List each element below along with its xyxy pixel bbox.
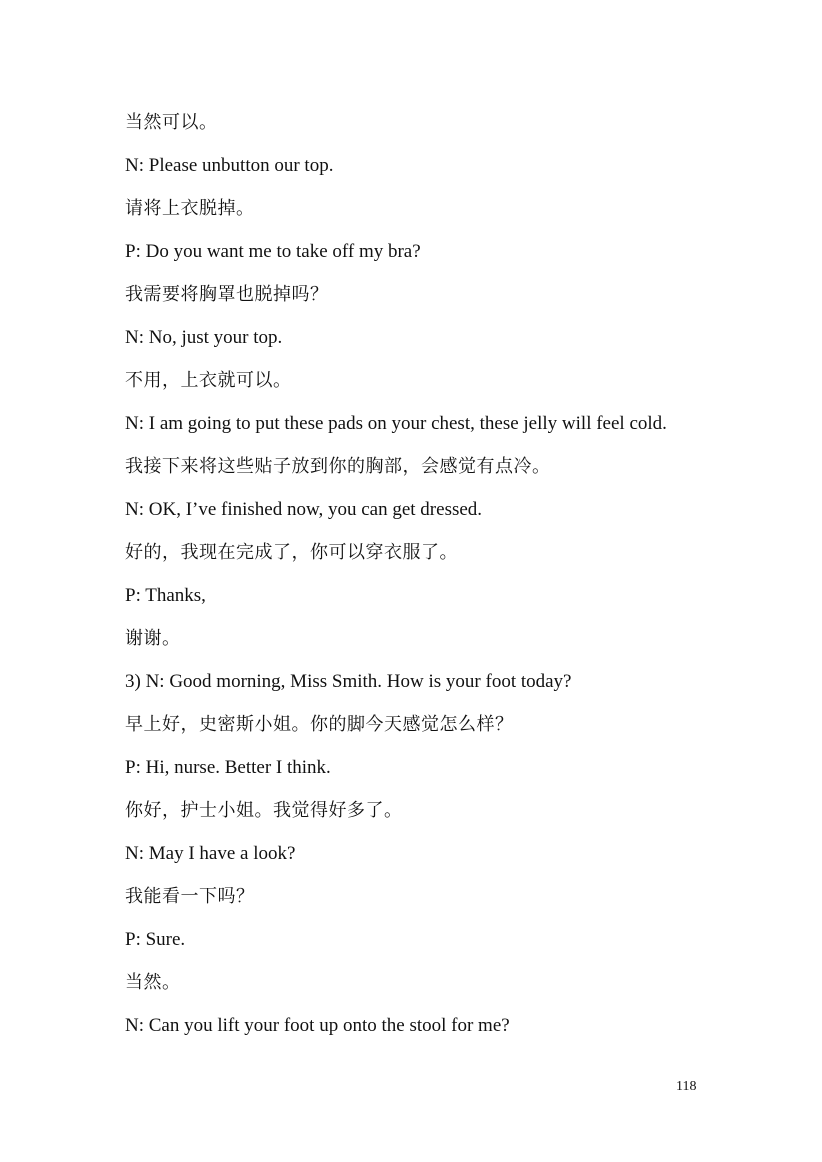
page-number: 118 [676, 1079, 697, 1094]
dialogue-line: 不用，上衣就可以。 [125, 370, 292, 391]
dialogue-line: 当然可以。 [125, 112, 218, 133]
dialogue-line: 请将上衣脱掉。 [125, 198, 255, 219]
dialogue-line: 早上好，史密斯小姐。你的脚今天感觉怎么样？ [125, 714, 514, 735]
dialogue-line: P: Thanks, [125, 585, 206, 606]
dialogue-line: N: OK, I’ve finished now, you can get dressed. [125, 499, 483, 520]
dialogue-line: P: Sure. [125, 929, 186, 950]
dialogue-line: 3) N: Good morning, Miss Smith. How is your foot today? [125, 671, 572, 692]
dialogue-line: P: Hi, nurse. Better I think. [125, 757, 331, 778]
dialogue-line: 当然。 [125, 972, 181, 993]
dialogue-line: 好的，我现在完成了，你可以穿衣服了。 [125, 542, 458, 563]
dialogue-line: N: Can you lift your foot up onto the stool for me? [125, 1015, 510, 1036]
dialogue-line: 我接下来将这些贴子放到你的胸部，会感觉有点冷。 [125, 456, 551, 477]
dialogue-line: N: Please unbutton our top. [125, 155, 334, 176]
dialogue-line: 我能看一下吗？ [125, 886, 255, 907]
dialogue-line: 我需要将胸罩也脱掉吗？ [125, 284, 329, 305]
dialogue-line: 谢谢。 [125, 628, 181, 649]
dialogue-line: 你好，护士小姐。我觉得好多了。 [125, 800, 403, 821]
dialogue-lines [125, 108, 785, 1054]
dialogue-line: P: Do you want me to take off my bra? [125, 241, 421, 262]
dialogue-line: N: May I have a look? [125, 843, 296, 864]
dialogue-line: N: No, just your top. [125, 327, 283, 348]
dialogue-line: N: I am going to put these pads on your chest, these jelly will feel cold. [125, 413, 667, 434]
